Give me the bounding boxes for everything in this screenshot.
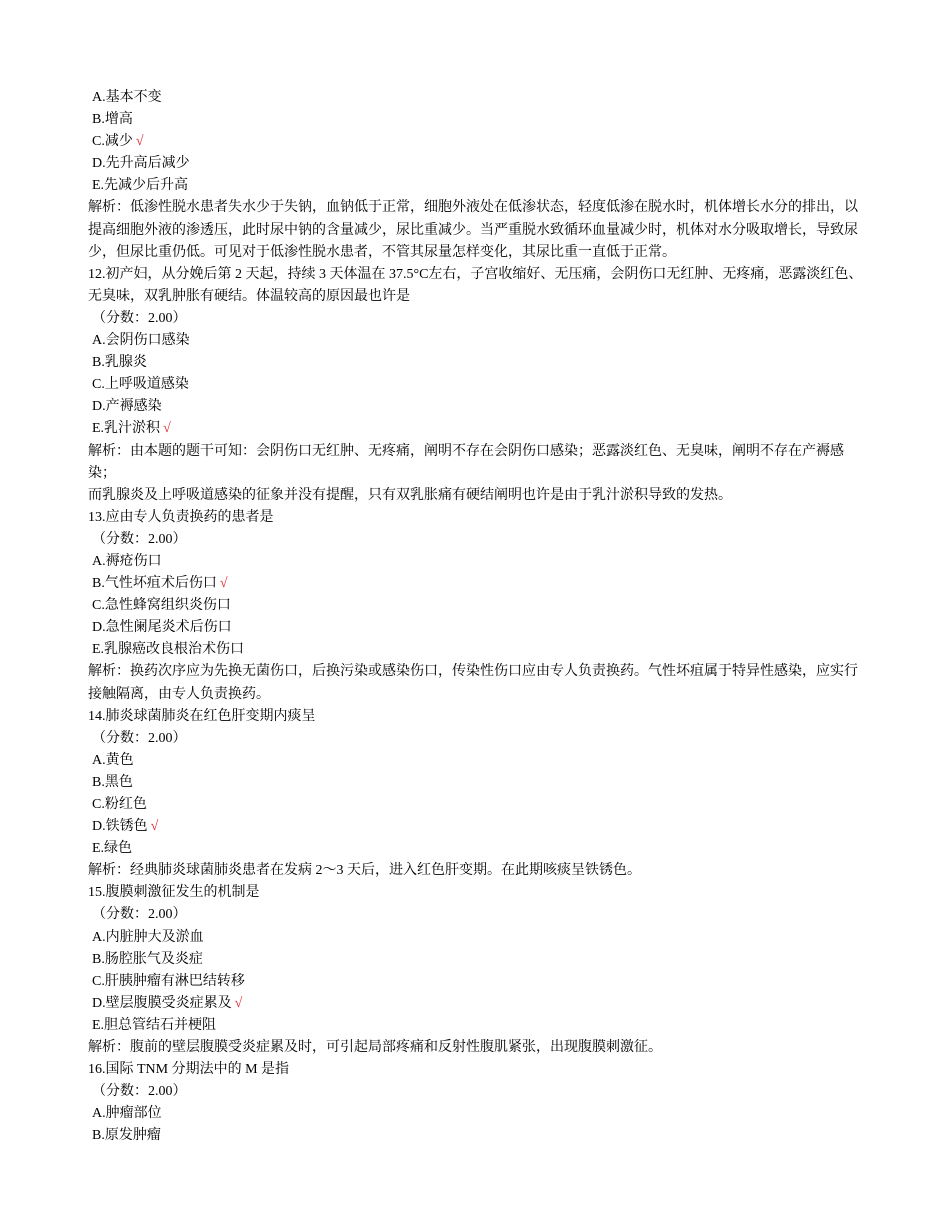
option-item: [88, 330, 868, 352]
option-item: [88, 816, 868, 838]
option-label: E.绿色: [92, 841, 133, 857]
option-label: A.会阴伤口感染: [92, 333, 190, 349]
option-item: [88, 595, 868, 617]
option-label: D.急性阑尾炎术后伤口: [92, 620, 232, 636]
option-label: C.肝胰肿瘤有淋巴结转移: [92, 973, 245, 989]
option-item: [88, 87, 868, 109]
option-label: B.增高: [92, 112, 133, 128]
option-item: [88, 750, 868, 772]
option-item: [88, 418, 868, 440]
option-label: A.肿瘤部位: [92, 1106, 162, 1122]
option-item: [88, 617, 868, 639]
option-label: A.褥疮伤口: [92, 553, 162, 569]
explanation-text: 解析：经典肺炎球菌肺炎患者在发病 2～3 天后，进入红色肝变期。在此期咳痰呈铁锈色。: [88, 863, 641, 879]
option-item: [88, 131, 868, 153]
option-item: [88, 551, 868, 573]
question-stem: 15.腹膜刺激征发生的机制是: [88, 885, 260, 901]
option-label: C.减少: [92, 134, 133, 150]
explanation-text: 解析：换药次序应为先换无菌伤口，后换污染或感染伤口，传染性伤口应由专人负责换药。气性坏疽属于特异性感染，应实行: [88, 664, 858, 680]
option-label: B.原发肿瘤: [92, 1128, 161, 1144]
option-label: D.产褥感染: [92, 399, 162, 415]
explanation-text: 而乳腺炎及上呼吸道感染的征象并没有提醒，只有双乳胀痛有硬结阐明也许是由于乳汁淤积导致的发热。: [88, 487, 732, 503]
question-stem: 16.国际 TNM 分期法中的 M 是指: [88, 1062, 290, 1078]
question-score: （分数：2.00）: [92, 907, 187, 923]
explanation-text: 少，但尿比重仍低。可见对于低渗性脱水患者，不管其尿量怎样变化，其尿比重一直低于正常。: [88, 244, 676, 260]
option-label: C.急性蜂窝组织炎伤口: [92, 598, 231, 614]
option-item: [88, 838, 868, 860]
correct-check-icon: √: [219, 576, 228, 592]
option-label: A.内脏肿大及淤血: [92, 929, 204, 945]
option-item: [88, 1103, 868, 1125]
explanation-text: 解析：由本题的题干可知：会阴伤口无红肿、无疼痛，阐明不存在会阴伤口感染；恶露淡红色、无臭味，阐明不存在产褥感染；: [88, 443, 844, 481]
option-label: D.壁层腹膜受炎症累及: [92, 995, 232, 1011]
correct-check-icon: √: [135, 134, 144, 150]
option-label: A.黄色: [92, 752, 134, 768]
explanation-text: 解析：低渗性脱水患者失水少于失钠，血钠低于正常，细胞外液处在低渗状态，轻度低渗在脱水时，机体增长水分的排出，以: [88, 200, 858, 216]
option-item: [88, 1125, 868, 1147]
option-label: E.乳腺癌改良根治术伤口: [92, 642, 245, 658]
option-item: [88, 374, 868, 396]
option-item: [88, 1015, 868, 1037]
option-item: [88, 772, 868, 794]
option-label: B.乳腺炎: [92, 355, 147, 371]
option-item: [88, 352, 868, 374]
option-label: E.乳汁淤积: [92, 421, 161, 437]
explanation-text: 提高细胞外液的渗透压，此时尿中钠的含量减少，尿比重减少。当严重脱水致循环血量减少时，机体对水分吸取增长，导致尿: [88, 222, 858, 238]
option-item: [88, 175, 868, 197]
option-label: B.气性坏疽术后伤口: [92, 576, 217, 592]
option-label: B.肠腔胀气及炎症: [92, 951, 203, 967]
option-label: E.先减少后升高: [92, 178, 189, 194]
question-score: （分数：2.00）: [92, 1084, 187, 1100]
document-body: [88, 87, 868, 1148]
question-stem: 13.应由专人负责换药的患者是: [88, 509, 274, 525]
correct-check-icon: √: [150, 819, 159, 835]
option-label: C.粉红色: [92, 797, 147, 812]
option-item: [88, 993, 868, 1015]
correct-check-icon: √: [163, 421, 171, 437]
option-label: D.先升高后减少: [92, 156, 190, 172]
explanation-text: 解析：腹前的壁层腹膜受炎症累及时，可引起局部疼痛和反射性腹肌紧张，出现腹膜刺激征。: [88, 1040, 662, 1056]
question-score: （分数：2.00）: [92, 531, 187, 547]
option-item: [88, 109, 868, 131]
question-stem: 12.初产妇，从分娩后第 2 天起，持续 3 天体温在 37.5°C左右，子宫收缩好、无压痛，会阴伤口无红肿、无疼痛，恶露淡红色、: [88, 266, 863, 282]
option-item: [88, 639, 868, 661]
question-score: （分数：2.00）: [92, 310, 187, 326]
question-score: （分数：2.00）: [92, 730, 187, 746]
option-label: D.铁锈色: [92, 819, 148, 835]
option-item: [88, 153, 868, 175]
option-item: [88, 794, 868, 816]
option-label: C.上呼吸道感染: [92, 377, 189, 393]
option-item: [88, 927, 868, 949]
question-stem: 14.肺炎球菌肺炎在红色肝变期内痰呈: [88, 708, 316, 724]
explanation-text: 接触隔离，由专人负责换药。: [88, 686, 270, 702]
option-item: [88, 949, 868, 971]
option-item: [88, 971, 868, 993]
option-item: [88, 396, 868, 418]
option-item: [88, 573, 868, 595]
option-label: E.胆总管结石并梗阻: [92, 1017, 217, 1033]
correct-check-icon: √: [234, 995, 243, 1011]
option-label: A.基本不变: [92, 90, 162, 105]
option-label: B.黑色: [92, 774, 133, 790]
question-stem: 无臭味，双乳肿胀有硬结。体温较高的原因最也许是: [88, 288, 410, 304]
